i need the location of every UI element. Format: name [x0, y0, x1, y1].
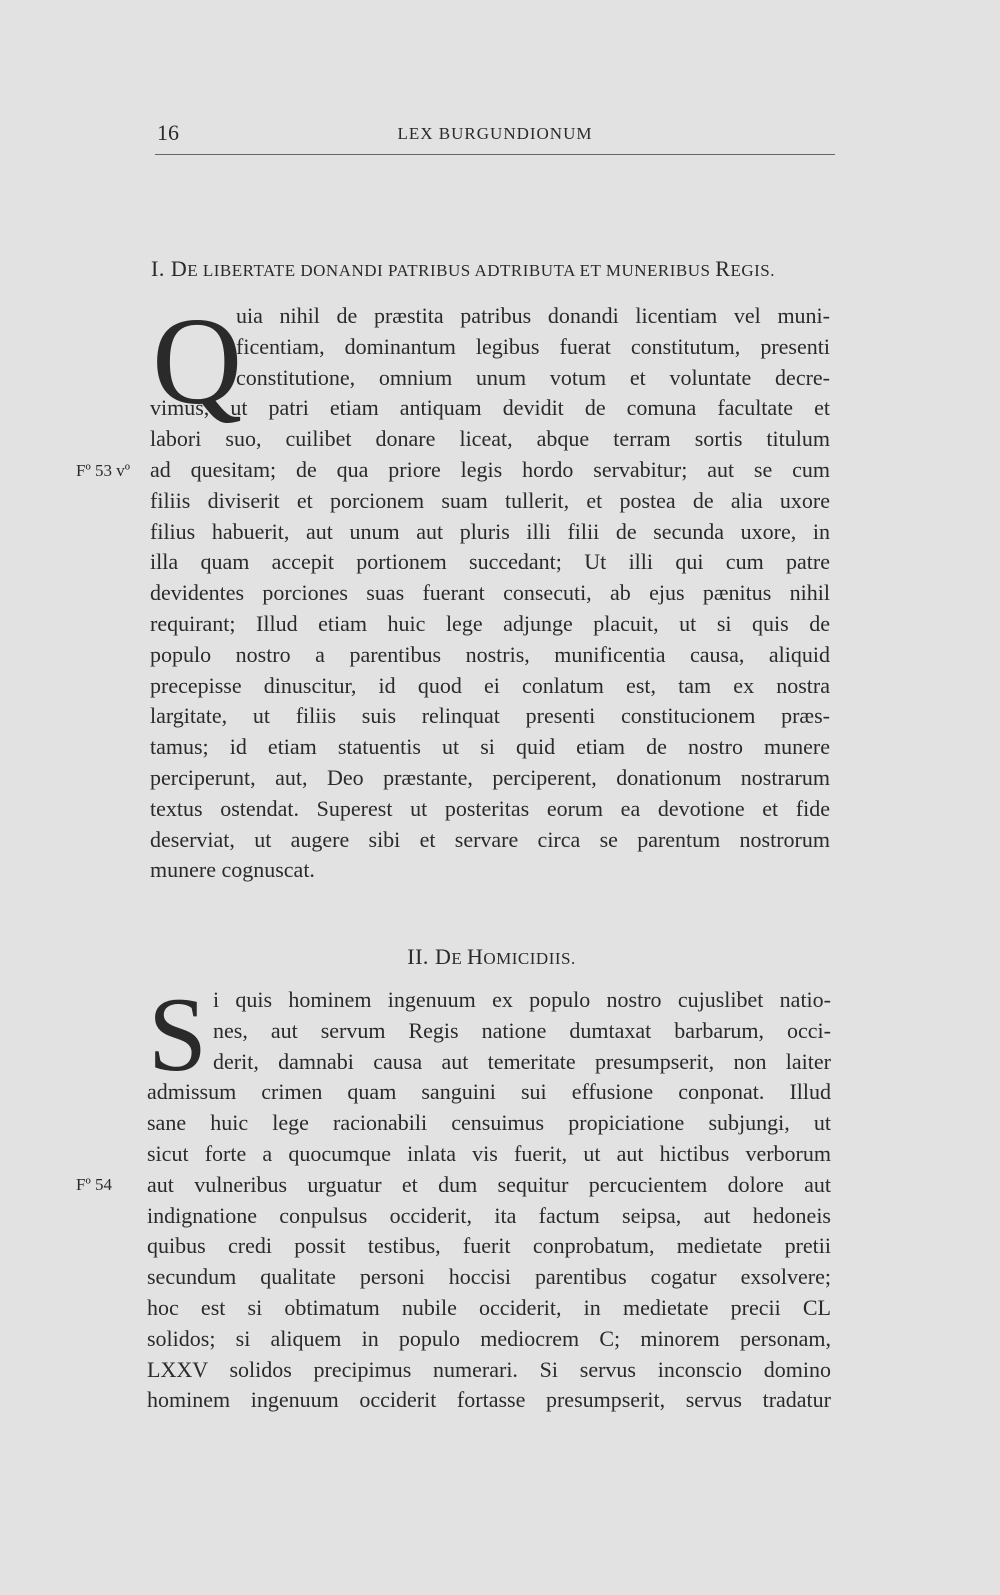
marginal-folio-note: Fº 53 vº — [76, 461, 130, 480]
text-line: ad quesitam; de qua priore legis hordo servabitur; aut se cum — [150, 456, 830, 482]
text-line: filius habuerit, aut unum aut pluris illi filii de secunda uxore, in — [150, 518, 830, 544]
section-1-title-a: D — [170, 256, 188, 281]
text-line: textus ostendat. Superest ut posteritas eorum ea devotione et fide — [150, 795, 830, 821]
text-line: aut vulneribus urguatur et dum sequitur percucientem dolore aut — [147, 1171, 831, 1197]
text-line: hominem ingenuum occiderit fortasse presumpserit, servus tradatur — [147, 1387, 831, 1413]
text-line: labori suo, cuilibet donare liceat, abque terram sortis titulum — [150, 426, 830, 452]
section-2-title-a: D — [434, 944, 452, 969]
text-line: constitutione, omnium unum votum et voluntate decre- — [236, 364, 830, 390]
text-line: hoc est si obtimatum nubile occiderit, in medietate precii CL — [147, 1294, 831, 1320]
section-1-number: I. — [151, 256, 165, 281]
text-line: illa quam accepit portionem succedant; Ut illi qui cum patre — [150, 549, 830, 575]
text-line: perciperunt, aut, Deo præstante, perciperent, donationum nostrarum — [150, 764, 830, 790]
text-line: tamus; id etiam statuentis ut si quid etiam de nostro munere — [150, 734, 830, 760]
section-2-body — [147, 985, 831, 1416]
section-1-title-c: R — [715, 256, 731, 281]
section-1-heading — [151, 256, 775, 282]
text-line: vimus, ut patri etiam antiquam devidit de comuna facultate et — [150, 395, 830, 421]
page-number: 16 — [157, 120, 179, 145]
text-line: ficentiam, dominantum legibus fuerat constitutum, presenti — [236, 333, 830, 359]
text-line: munere cognuscat. — [150, 857, 315, 883]
header-rule — [155, 154, 835, 155]
running-title: LEX BURGUNDIONUM — [397, 124, 593, 143]
text-line: requirant; Illud etiam huic lege adjunge placuit, ut si quis de — [150, 610, 830, 636]
text-line: sicut forte a quocumque inlata vis fuerit, ut aut hictibus verborum — [147, 1140, 831, 1166]
text-line: quibus credi possit testibus, fuerit conprobatum, medietate pretii — [147, 1233, 831, 1259]
text-line: LXXV solidos precipimus numerari. Si servus inconscio domino — [147, 1356, 831, 1382]
section-2-number: II. — [407, 944, 429, 969]
section-2-title-d: OMICIDIIS. — [483, 949, 576, 968]
text-line: deserviat, ut augere sibi et servare circa se parentum nostrorum — [150, 826, 830, 852]
text-line: secundum qualitate personi hoccisi parentibus cogatur exsolvere; — [147, 1264, 831, 1290]
running-head — [155, 120, 835, 160]
text-line: admissum crimen quam sanguini sui effusione conponat. Illud — [147, 1079, 831, 1105]
text-line: solidos; si aliquem in populo mediocrem C; minorem personam, — [147, 1325, 831, 1351]
text-line: filiis diviserit et porcionem suam tullerit, et postea de alia uxore — [150, 487, 830, 513]
drop-cap-s: S — [148, 976, 207, 1093]
section-1-title-b: E LIBERTATE DONANDI PATRIBUS ADTRIBUTA ET MUNERIBUS — [187, 261, 716, 280]
text-line: derit, damnabi causa aut temeritate presumpserit, non laiter — [213, 1048, 831, 1074]
marginal-folio-note: Fº 54 — [76, 1175, 112, 1194]
text-line: precepisse dinuscitur, id quod ei conlatum est, tam ex nostra — [150, 672, 830, 698]
drop-cap-q: Q — [152, 293, 243, 431]
text-line: largitate, ut filiis suis relinquat presenti constitucionem præs- — [150, 703, 830, 729]
text-line: devidentes porciones suas fuerant consecuti, ab ejus pænitus nihil — [150, 580, 830, 606]
section-2-title-c: H — [466, 944, 484, 969]
text-line: sane huic lege racionabili censuimus propiciatione subjungi, ut — [147, 1110, 831, 1136]
section-1-body — [150, 293, 830, 886]
text-line: nes, aut servum Regis natione dumtaxat barbarum, occi- — [213, 1017, 831, 1043]
section-2-title-b: E — [451, 949, 467, 968]
section-1-title-d: EGIS. — [730, 261, 775, 280]
text-line: uia nihil de præstita patribus donandi licentiam vel muni- — [236, 303, 830, 328]
text-line: populo nostro a parentibus nostris, munificentia causa, aliquid — [150, 641, 830, 667]
text-line: i quis hominem ingenuum ex populo nostro cujuslibet natio- — [213, 987, 831, 1012]
text-line: indignatione conpulsus occiderit, ita factum seipsa, aut hedoneis — [147, 1202, 831, 1228]
section-2-heading — [0, 944, 983, 970]
